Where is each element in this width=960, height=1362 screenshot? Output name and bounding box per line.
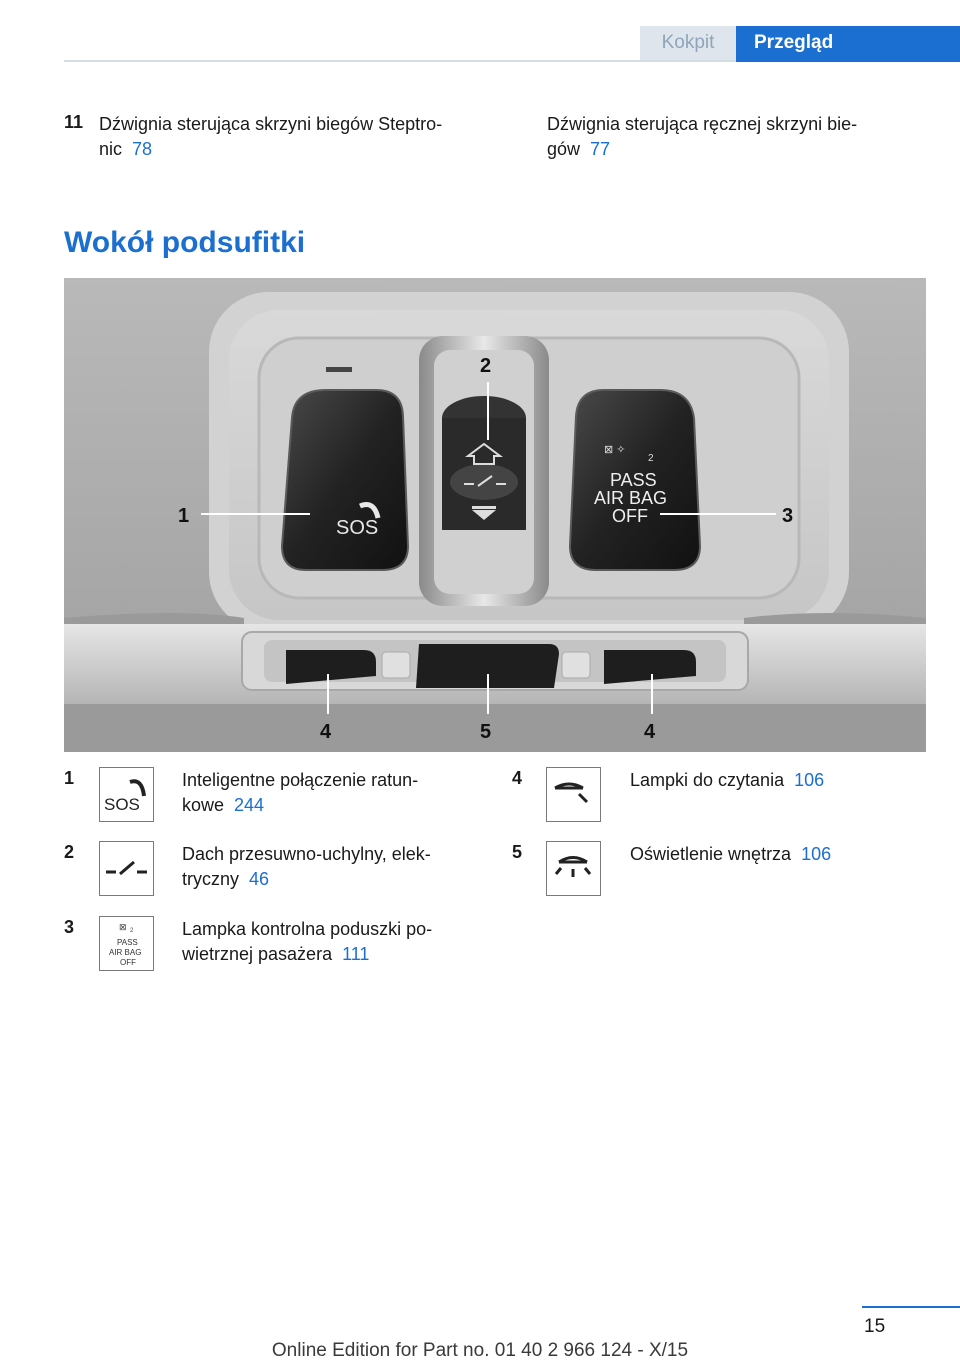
reading-lamp-icon [546, 767, 601, 822]
legend-text-4 [630, 768, 824, 793]
interior-light-icon [546, 841, 601, 896]
sos-call-icon [99, 767, 154, 822]
legend-4-line1: Lampki do czytania [630, 770, 785, 790]
intro-left-line1: Dźwignia sterująca skrzyni biegów Steptro‐ [99, 114, 443, 134]
legend-2-page-link[interactable]: 46 [249, 869, 270, 889]
intro-left-page-link[interactable]: 78 [132, 139, 153, 159]
legend-5-page-link[interactable]: 106 [801, 844, 832, 864]
legend-text-2 [182, 842, 431, 892]
sos-icon-text: SOS [104, 795, 140, 814]
airbag-icon-off: OFF [120, 958, 136, 967]
legend-3-line1: Lampka kontrolna poduszki po‐ [182, 919, 433, 939]
legend-1-line1: Inteligentne połączenie ratun‐ [182, 770, 419, 790]
overhead-console-photo [64, 278, 926, 752]
intro-left-line2: nic [99, 139, 123, 159]
intro-right-page-link[interactable]: 77 [590, 139, 611, 159]
legend-1-page-link[interactable]: 244 [234, 795, 265, 815]
intro-right-line1: Dźwignia sterująca ręcznej skrzyni bie‐ [547, 114, 858, 134]
legend-2-line1: Dach przesuwno-uchylny, elek‐ [182, 844, 431, 864]
legend-number-5: 5 [512, 842, 523, 862]
section-title: Wokół podsufitki [64, 226, 306, 259]
page-number: 15 [864, 1316, 886, 1337]
airbag-line-pass: PASS [610, 470, 657, 490]
callout-1: 1 [178, 505, 190, 527]
sunroof-icon [99, 841, 154, 896]
intro-right-line2: gów [547, 139, 581, 159]
legend-2-line2: tryczny [182, 869, 240, 889]
legend-number-4: 4 [512, 768, 523, 788]
callout-4-left: 4 [320, 721, 332, 743]
intro-item-number: 11 [64, 112, 84, 132]
legend-text-1 [182, 768, 418, 818]
tab-kokpit[interactable]: Kokpit [640, 26, 736, 60]
intro-right-text [547, 112, 857, 162]
airbag-icon-sub: 2 [130, 928, 134, 934]
footer-edition: Online Edition for Part no. 01 40 2 966 124 - X/15 [271, 1340, 689, 1361]
callout-2: 2 [480, 355, 492, 377]
legend-4-page-link[interactable]: 106 [794, 770, 825, 790]
legend-text-3 [182, 917, 432, 967]
legend-3-page-link[interactable]: 111 [342, 944, 370, 964]
airbag-line-off: OFF [612, 506, 648, 526]
airbag-line-airbag: AIR BAG [594, 488, 668, 508]
legend-number-2: 2 [64, 842, 75, 862]
legend-text-5 [630, 842, 831, 867]
sos-label: SOS [336, 517, 379, 539]
tab-przeglad[interactable]: Przegląd [736, 26, 960, 62]
callout-5: 5 [480, 721, 492, 743]
intro-left-text [99, 112, 442, 162]
airbag-sub-label: 2 [648, 453, 654, 464]
svg-text:⊠ ✧: ⊠ ✧ [604, 444, 626, 456]
legend-1-line2: kowe [182, 795, 225, 815]
callout-3: 3 [782, 505, 794, 527]
passenger-airbag-off-icon [99, 916, 154, 971]
airbag-icon-airbag: AIR BAG [109, 948, 142, 957]
footer-rule [862, 1306, 960, 1308]
svg-text:⊠: ⊠ [119, 922, 127, 932]
callout-4-right: 4 [644, 721, 656, 743]
legend-number-1: 1 [64, 768, 75, 788]
legend-3-line2: wietrznej pasażera [182, 944, 333, 964]
legend-5-line1: Oświetlenie wnętrza [630, 844, 792, 864]
airbag-icon-pass: PASS [117, 938, 138, 947]
legend-number-3: 3 [64, 917, 75, 937]
